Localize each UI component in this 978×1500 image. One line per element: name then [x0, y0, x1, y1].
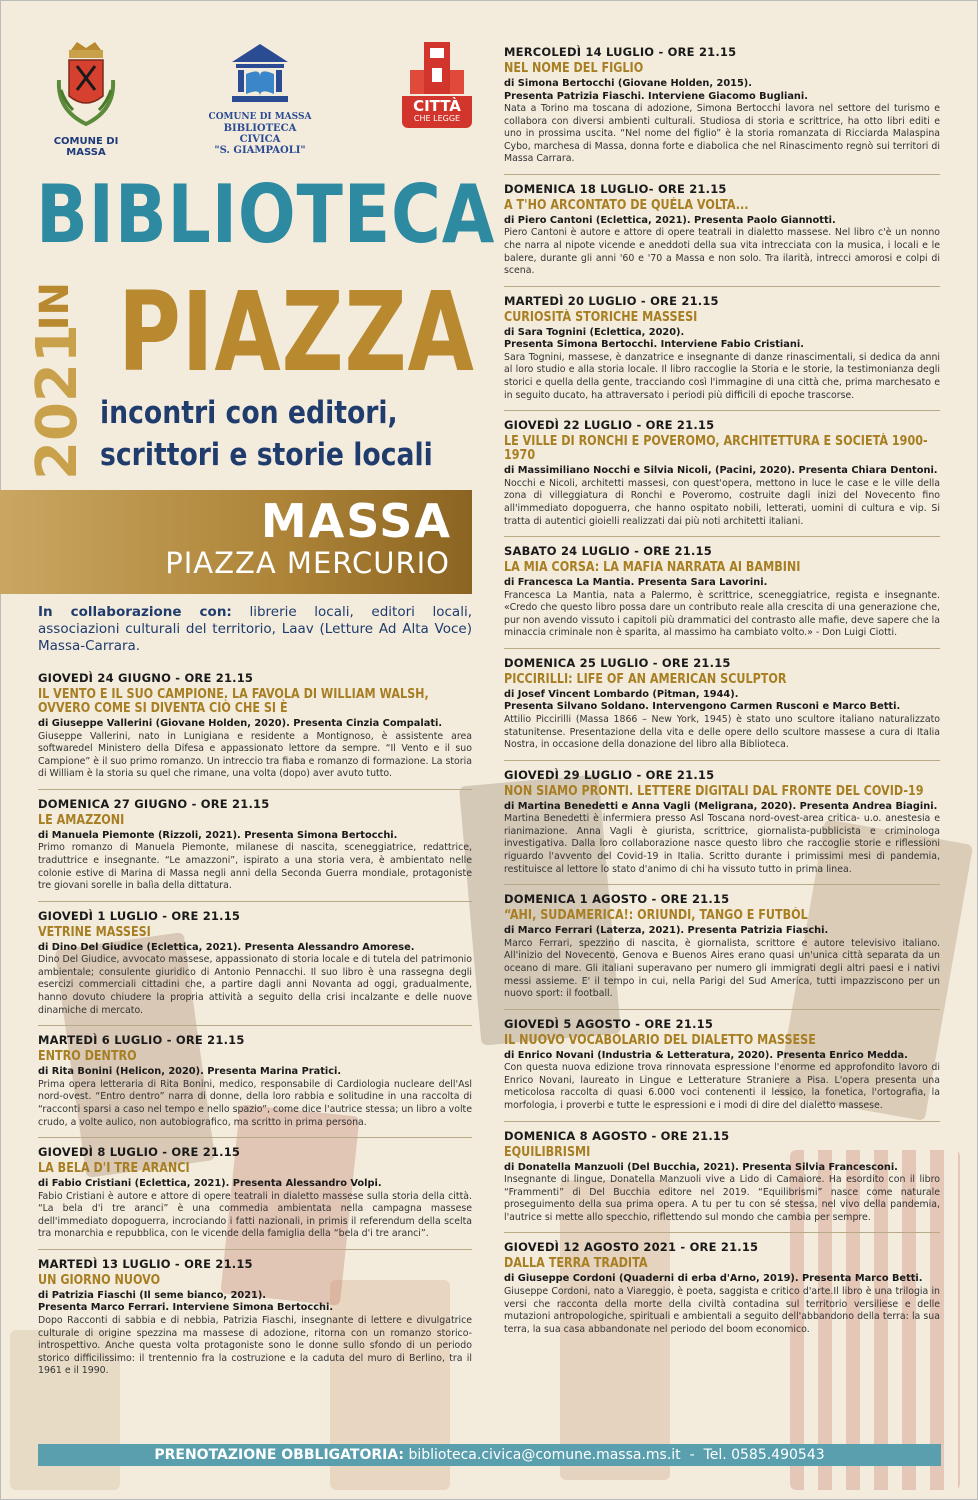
event-title: NEL NOME DEL FIGLIO [504, 61, 644, 76]
tower-icon [402, 40, 472, 94]
event-item [504, 884, 940, 1000]
citta-che-legge-logo [402, 40, 472, 128]
event-title: NON SIAMO PRONTI. LETTERE DIGITALI DAL FRONTE DEL COVID-19 [504, 783, 924, 799]
event-date: GIOVEDÌ 24 GIUGNO - ORE 21.15 [38, 671, 254, 685]
comune-caption: COMUNE DI MASSA [53, 136, 119, 158]
comune-logo [34, 40, 138, 158]
booking-footer [38, 1444, 941, 1466]
event-date: MARTEDÌ 6 LUGLIO - ORE 21.15 [38, 1033, 245, 1048]
citta-subword: CHE LEGGE [413, 114, 461, 123]
event-date: MARTEDÌ 13 LUGLIO - ORE 21.15 [38, 1256, 253, 1271]
event-description: Insegnante di lingue, Donatella Manzuoli vive a Lido di Camaiore. Ha esordito con il libro “Frammenti” di Del Bucchia editore nel 2019. “Equilibrismi” nasce come naturale proseguimento della sua prima opera. A tu per tu con sé stessa, nel vivo della pandemia, l'autrice si mette allo specchio, riflettendo sul mondo che cambia per sempre. [504, 1174, 940, 1223]
citta-word: CITTÀ [413, 97, 461, 115]
title-piazza: PIAZZA [118, 268, 475, 396]
event-description: Sara Tognini, massese, è danzatrice e insegnante di danze rinascimentali, si dedica da anni al loro studio e alla storia locale. Il libro raccoglie la Storia e le storie, la testimonianza degli storici e quella della gente, tracciando così l'immagine di una città che, prima marchesato e in seguito ducato, ha attraversato i periodi più difficili di epoche trascorse. [504, 351, 940, 401]
events-left-column [38, 664, 472, 1386]
title-in [32, 282, 78, 331]
event-item [38, 671, 472, 781]
event-author: di Fabio Cristiani (Eclettica, 2021). Presenta Alessandro Volpi. [38, 1178, 382, 1190]
citta-badge [402, 96, 472, 128]
event-date: GIOVEDÌ 29 LUGLIO - ORE 21.15 [504, 767, 715, 782]
subtitle-line-2: scrittori e storie locali [100, 437, 433, 473]
event-author: di Manuela Piemonte (Rizzoli, 2021). Presenta Simona Bertocchi. [38, 829, 398, 841]
event-description: Giuseppe Cordoni, nato a Viareggio, è poeta, saggista e critico d'arte.Il libro è una trilogia in versi che racconta della morte della civiltà contadina sul territorio versiliese e delle mutazioni antropologiche, spirituali e ambientali a seguito dell'abbandono della terra: la sua terra, la sua casa abbandonate nel periodo del boom economico. [504, 1285, 940, 1335]
event-item [38, 1025, 472, 1129]
event-author: di Rita Bonini (Helicon, 2020). Presenta Marina Pratici. [38, 1066, 342, 1078]
event-date: GIOVEDÌ 22 LUGLIO - ORE 21.15 [504, 418, 715, 433]
event-author: di Martina Benedetti e Anna Vagli (Meligrana, 2020). Presenta Andrea Biagini. [504, 800, 938, 812]
coat-of-arms-icon [51, 40, 121, 132]
subtitle [100, 392, 433, 476]
event-description: Giuseppe Vallerini, nato in Lunigiana e residente a Montignoso, è assistente area softwaredel Ministero della Difesa e appassionato lettore da sempre. “Il Vento e il suo Campione” è il suo primo romanzo. Un intreccio tra fiaba e romanzo di formazione. La storia di William è la storia su quel che rimane, una volta (dopo) aver avuto tutto. [38, 730, 472, 780]
event-date: DOMENICA 27 GIUGNO - ORE 21.15 [38, 796, 270, 811]
event-description: Attilio Piccirilli (Massa 1866 – New York, 1945) è stato uno scultore italiano naturalizzato statunitense. Presentazione della vita e delle opere dello scultore massese a cura di Italia Nostra, in occasione della donazione del libro alla Biblioteca. [504, 713, 940, 751]
event-item [504, 286, 940, 402]
event-title: A T'HO ARCONTATO DE QUÉLA VOLTA... [504, 197, 749, 213]
event-title: DALLA TERRA TRADITA [504, 1256, 648, 1272]
event-description: Primo romanzo di Manuela Piemonte, milanese di nascita, sceneggiatrice, redattrice, traduttrice e insegnante. “Le amazzoni”, ispirato a una storia vera, è ambientato nelle colonie estive di Marina di Massa negli anni della Seconda Guerra mondiale, protagoniste tre giovani sorelle in balìa della dittatura. [38, 842, 472, 892]
event-author: di Simona Bertocchi (Giovane Holden, 2015). Presenta Patrizia Fiaschi. Interviene Giacomo Bugliani. [504, 78, 808, 102]
booking-label: PRENOTAZIONE OBBLIGATORIA: [154, 1447, 405, 1463]
event-title: LE AMAZZONI [38, 812, 125, 828]
event-title: EQUILIBRISMI [504, 1144, 591, 1160]
event-author: di Piero Cantoni (Eclettica, 2021). Presenta Paolo Giannotti. [504, 214, 836, 226]
event-item [504, 45, 940, 166]
event-date: DOMENICA 8 AGOSTO - ORE 21.15 [504, 1128, 730, 1143]
biblioteca-caption-1: COMUNE DI MASSA [208, 112, 312, 122]
collaboration-text: librerie locali, editori locali, associazioni culturali del territorio, Laav (Letture Ad Alta Voce) Massa-Carrara. [38, 604, 472, 654]
event-author: di Francesca La Mantia. Presenta Sara Lavorini. [504, 577, 768, 589]
event-author: di Massimiliano Nocchi e Silvia Nicoli, (Pacini, 2020). Presenta Chiara Dentoni. [504, 465, 938, 477]
event-date: SABATO 24 LUGLIO - ORE 21.15 [504, 544, 712, 559]
event-description: Dino Del Giudice, avvocato massese, appassionato di storia locale e di tutela del patrimonio ambientale; consulente giuridico di Antonio Pennacchi. Il suo libro è una rassegna degli esercizi commerciali cittadini che, a partire dagli anni Novanta ad oggi, gradualmente, hanno dovuto chiudere la propria attività a seguito della crisi incalzante e delle nuove dinamiche di mercato. [38, 954, 472, 1016]
event-title: CURIOSITÀ STORICHE MASSESI [504, 309, 698, 325]
event-item [504, 174, 940, 278]
event-title: PICCIRILLI: LIFE OF AN AMERICAN SCULPTOR [504, 671, 787, 687]
location-banner [0, 490, 472, 594]
event-item [504, 1009, 940, 1113]
event-description: Martina Benedetti è infermiera presso Asl Toscana nord-ovest-area critica- u.o. anestesia e rianimazione. Anna Vagli è giurista, scrittrice, giornalista-pubblicista e criminologa investigativa. Dalla loro collaborazione nasce questo libro che raccoglie storie e riflessioni riguardo l'avvento del Covid-19 in Italia. Scritto durante i primissimi mesi di pandemia, restituisce al lettore lo stato d'animo di chi ha vissuto tutto in prima linea. [504, 813, 940, 875]
event-description: Piero Cantoni è autore e attore di opere teatrali in dialetto massese. Nel libro c'è un nonno che narra al nipote vicende e aneddoti della sua vita intrecciata con la musica, i locali e le balere, durante gli anni '60 e '70 a Massa e non solo. Tra ilarità, intrecci amorosi e colpi di scena. [504, 227, 940, 277]
event-description: Dopo Racconti di sabbia e di nebbia, Patrizia Fiaschi, insegnante di lettere e divulgatrice culturale di origine spezzina ma massese di adozione, ritorna con un romanzo storico-introspettivo. Anche questa volta protagoniste sono le donne sullo sfondo di un periodo storico difficilissimo: il trentennio fra la costruzione e la caduta del muro di Berlino, tra il 1961 e il 1990. [38, 1314, 472, 1377]
event-item [504, 648, 940, 752]
library-building-icon [222, 40, 298, 108]
event-item [504, 760, 940, 876]
title-biblioteca: BIBLIOTECA [36, 168, 496, 261]
event-date: DOMENICA 1 AGOSTO - ORE 21.15 [504, 892, 730, 907]
events-right-column [504, 38, 940, 1344]
event-author: di Giuseppe Cordoni (Quaderni di erba d'Arno, 2019). Presenta Marco Betti. [504, 1273, 923, 1285]
title-in-text: IN [32, 282, 78, 331]
booking-phone[interactable]: Tel. 0585.490543 [703, 1447, 825, 1463]
event-date: GIOVEDÌ 12 AGOSTO 2021 - ORE 21.15 [504, 1240, 759, 1255]
event-author: di Sara Tognini (Eclettica, 2020). Presenta Simona Bertocchi. Interviene Fabio Cristiani. [504, 326, 804, 351]
biblioteca-logo [204, 40, 316, 156]
event-description: Fabio Cristiani è autore e attore di opere teatrali in dialetto massese sulla storia della città. “La bela d'i tre aranci” è una commedia ambientata nella campagna massese dell'immediato dopoguerra, incrociando i fatti nazionali, in primis il referendum della scelta tra monarchia e repubblica, con le vicende della famiglia della “bela d'i tre aranci”. [38, 1190, 472, 1240]
event-description: Prima opera letteraria di Rita Bonini, medico, responsabile di Cardiologia nucleare dell'Asl nord-ovest. “Entro dentro” narra di donne, della loro rabbia e solitudine in una raccolta di “racconti sparsi a caso nel tempo e nello spazio”, come dice l'autrice stessa; un libro a volte crudo, a volte aulico, non autobiografico, ma scritto in prima persona. [38, 1078, 472, 1128]
biblioteca-caption-2: BIBLIOTECA CIVICA [223, 123, 297, 145]
event-date: MERCOLEDÌ 14 LUGLIO - ORE 21.15 [504, 45, 737, 59]
event-title: ENTRO DENTRO [38, 1049, 137, 1065]
collaboration-label: In collaborazione con: [38, 604, 232, 620]
event-description: Marco Ferrari, spezzino di nascita, è giornalista, scrittore e autore televisivo italiano. All'inizio del Novecento, Genova e Buenos Aires erano quasi un'unica città separata da un oceano di mare. Gli italiani superavano per numero gli immigrati degli altri paesi e i nativi messi assieme. E' il tempo in cui, nella Parigi del Sud America, tutti impazziscono per un nuovo sport: il football. [504, 937, 940, 1000]
event-description: Nocchi e Nicoli, architetti massesi, con quest'opera, mettono in luce le case e le ville della zona di villeggiatura di Ronchi e Poveromo, costruite dagli inizi del Novecento fino all'immediato dopoguerra, che hanno ospitato nobili, letterati, uomini di cultura e vip. Si tratta di autentici gioielli realizzati dai più noti architetti italiani. [504, 477, 940, 527]
booking-email[interactable]: biblioteca.civica@comune.massa.ms.it [404, 1447, 681, 1463]
event-author: di Giuseppe Vallerini (Giovane Holden, 2020). Presenta Cinzia Compalati. [38, 718, 443, 729]
event-title: LA MIA CORSA: LA MAFIA NARRATA AI BAMBINI [504, 560, 801, 576]
event-author: di Marco Ferrari (Laterza, 2021). Presenta Patrizia Fiaschi. [504, 925, 829, 937]
event-date: MARTEDÌ 20 LUGLIO - ORE 21.15 [504, 293, 719, 308]
square-name: PIAZZA MERCURIO [165, 546, 450, 580]
event-item [504, 1232, 940, 1336]
event-title: LA BELA D'I TRE ARANCI [38, 1161, 190, 1177]
city-name: MASSA [260, 494, 452, 548]
event-date: GIOVEDÌ 8 LUGLIO - ORE 21.15 [38, 1145, 241, 1160]
event-item [38, 789, 472, 893]
subtitle-line-1: incontri con editori, [100, 395, 398, 431]
collaboration-note [38, 604, 472, 655]
event-title: “AHI, SUDAMERICA!: ORIUNDI, TANGO E FUTBÒL [504, 908, 808, 924]
event-author: di Patrizia Fiaschi (Il seme bianco, 2021). Presenta Marco Ferrari. Interviene Simona Bertocchi. [38, 1289, 334, 1314]
event-author: di Dino Del Giudice (Eclettica, 2021). Presenta Alessandro Amorese. [38, 941, 415, 953]
event-author: di Donatella Manzuoli (Del Bucchia, 2021). Presenta Silvia Francesconi. [504, 1161, 898, 1173]
event-item [38, 901, 472, 1017]
event-author: di Enrico Novani (Industria & Letteratura, 2020). Presenta Enrico Medda. [504, 1049, 908, 1061]
event-item [504, 536, 940, 640]
biblioteca-caption-3: "S. GIAMPAOLI" [214, 145, 306, 156]
event-date: GIOVEDÌ 1 LUGLIO - ORE 21.15 [38, 908, 241, 923]
event-author: di Josef Vincent Lombardo (Pitman, 1944). Presenta Silvano Soldano. Intervengono Carmen Rusconi e Marco Betti. [504, 688, 901, 713]
event-description: Con questa nuova edizione trova rinnovata espressione l'enorme ed approfondito lavoro di Enrico Novani, laureato in Lingue e Letterature Straniere a Pisa. L'opera presenta una meticolosa raccolta di quasi 6.000 voci contenenti il lessico, la fonetica, l'ortografia, la morfologia, i proverbi e tutte le espressioni e i modi di dire del dialetto massese. [504, 1062, 940, 1111]
event-date: DOMENICA 18 LUGLIO- ORE 21.15 [504, 181, 727, 196]
event-item [504, 1121, 940, 1225]
event-description: Francesca La Mantia, nata a Palermo, è scrittrice, sceneggiatrice, regista e insegnante. «Credo che questo libro possa dare un contributo reale alla crescita di una generazione che, pur non avendo vissuto i capitoli più drammatici del contrasto alle mafie, deve sapere che la minaccia criminale non è sparita, al massimo ha cambiato volto.» - Don Luigi Ciotti. [504, 589, 940, 639]
event-date: DOMENICA 25 LUGLIO - ORE 21.15 [504, 655, 731, 670]
event-date: GIOVEDÌ 5 AGOSTO - ORE 21.15 [504, 1016, 714, 1031]
event-item [504, 410, 940, 528]
event-title: UN GIORNO NUOVO [38, 1272, 161, 1288]
event-title: LE VILLE DI RONCHI E POVEROMO, ARCHITETTURA E SOCIETÀ 1900-1970 [504, 434, 928, 464]
year-label: 2021 [25, 324, 90, 480]
event-item [38, 1249, 472, 1378]
event-title: IL NUOVO VOCABOLARIO DEL DIALETTO MASSESE [504, 1032, 816, 1048]
event-title: IL VENTO E IL SUO CAMPIONE. LA FAVOLA DI WILLIAM WALSH, OVVERO COME SI DIVENTA CIÒ CHE SI È [38, 687, 429, 716]
event-item [38, 1137, 472, 1241]
footer-separator: - [680, 1447, 704, 1463]
event-title: VETRINE MASSESI [38, 924, 151, 940]
event-description: Nata a Torino ma toscana di adozione, Simona Bertocchi lavora nel settore del turismo e collabora con diversi ambienti culturali. Studiosa di storia e scrittrice, ha otto libri editi e uno in prossima uscita. “Nel nome del figlio” è la storia romanzata di Ricciarda Malaspina Cybo, marchesa di Massa, donna forte e diabolica che nel Rinascimento regnò sui territori di Massa Carrara. [504, 103, 940, 165]
